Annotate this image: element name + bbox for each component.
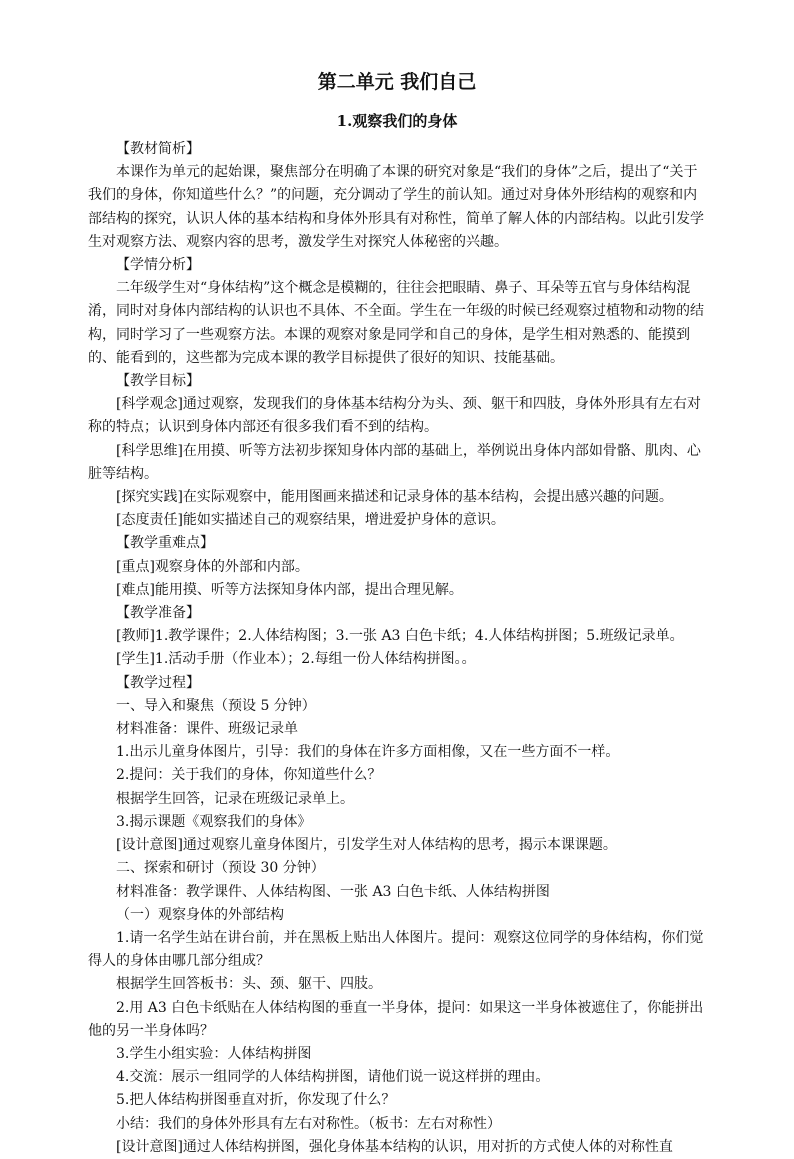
paragraph: 二、探索和研讨（预设 30 分钟） [116,860,325,877]
paragraph: [态度责任]能如实描述自己的观察结果，增进爱护身体的意识。 [116,512,505,529]
paragraph: [科学观念]通过观察，发现我们的身体基本结构分为头、颈、躯干和四肢，身体外形具有左右对称的特点；认识到身体内部还有很多我们看不到的结构。 [88,396,701,436]
paragraph: 2.用 A3 白色卡纸贴在人体结构图的垂直一半身体，提问：如果这一半身体被遮住了，你能拼出他的另一半身体吗？ [88,999,704,1039]
paragraph: 根据学生回答板书：头、颈、躯干、四肢。 [116,976,382,993]
paragraph: （一）观察身体的外部结构 [116,906,284,923]
document-body [88,138,706,1159]
paragraph: 3.学生小组实验：人体结构拼图 [116,1045,312,1062]
paragraph: 根据学生回答，记录在班级记录单上。 [116,790,354,807]
paragraph: 材料准备：教学课件、人体结构图、一张 A3 白色卡纸、人体结构拼图 [116,883,550,900]
paragraph: 3.揭示课题《观察我们的身体》 [116,813,312,830]
paragraph: 本课作为单元的起始课，聚焦部分在明确了本课的研究对象是“我们的身体”之后，提出了“关于我们的身体，你知道些什么？”的问题，充分调动了学生的前认知。通过对身体外形结构的观察和内部结构的探究，认识人体的基本结构和身体外形具有对称性，简单了解人体的内部结构。以此引发学生对观察方法、观察内容的思考，激发学生对探究人体秘密的兴趣。 [88,164,704,250]
section-heading: 【教学目标】 [116,373,200,390]
paragraph: 材料准备：课件、班级记录单 [116,721,298,738]
paragraph: 1.请一名学生站在讲台前，并在黑板上贴出人体图片。提问：观察这位同学的身体结构，你们觉得人的身体由哪几部分组成？ [88,929,704,970]
section-heading: 【教学重难点】 [116,535,214,552]
paragraph: [科学思维]在用摸、听等方法初步探知身体内部的基础上，举例说出身体内部如骨骼、肌肉、心脏等结构。 [88,442,701,482]
paragraph: [教师]1.教学课件；2.人体结构图；3.一张 A3 白色卡纸；4.人体结构拼图；5.班级记录单。 [116,628,684,645]
section-heading: 【学情分析】 [116,257,200,274]
paragraph: [设计意图]通过观察儿童身体图片，引发学生对人体结构的思考，揭示本课课题。 [116,837,617,854]
page-title: 第二单元 我们自己 [317,71,477,93]
paragraph: [学生]1.活动手册（作业本）；2.每组一份人体结构拼图。。 [116,651,476,668]
paragraph: 1.出示儿童身体图片，引导：我们的身体在许多方面相像，又在一些方面不一样。 [116,744,620,761]
paragraph: 一、导入和聚焦（预设 5 分钟） [116,697,316,714]
paragraph: [难点]能用摸、听等方法探知身体内部，提出合理见解。 [116,581,463,598]
paragraph: 小结：我们的身体外形具有左右对称性。（板书：左右对称性） [116,1115,501,1132]
paragraph: 二年级学生对“身体结构”这个概念是模糊的，往往会把眼睛、鼻子、耳朵等五官与身体结构混淆，同时对身体内部结构的认识也不具体、不全面。学生在一年级的时候已经观察过植物和动物的结构，同时学习了一些观察方法。本课的观察对象是同学和自己的身体，是学生相对熟悉的、能摸到的、能看到的，这些都为完成本课的教学目标提供了很好的知识、技能基础。 [88,280,704,366]
paragraph: 4.交流：展示一组同学的人体结构拼图，请他们说一说这样拼的理由。 [116,1069,550,1086]
paragraph: [重点]观察身体的外部和内部。 [116,558,309,575]
section-heading: 【教材简析】 [116,141,200,157]
paragraph: 2.提问：关于我们的身体，你知道些什么？ [116,767,382,784]
lesson-title: 1.观察我们的身体 [336,112,458,130]
paragraph: [设计意图]通过人体结构拼图，强化身体基本结构的认识，用对折的方式使人体的对称性直 [116,1138,673,1155]
section-heading: 【教学过程】 [116,674,200,691]
paragraph: [探究实践]在实际观察中，能用图画来描述和记录身体的基本结构，会提出感兴趣的问题。 [116,489,673,506]
section-heading: 【教学准备】 [116,605,200,622]
paragraph: 5.把人体结构拼图垂直对折，你发现了什么？ [116,1092,396,1109]
